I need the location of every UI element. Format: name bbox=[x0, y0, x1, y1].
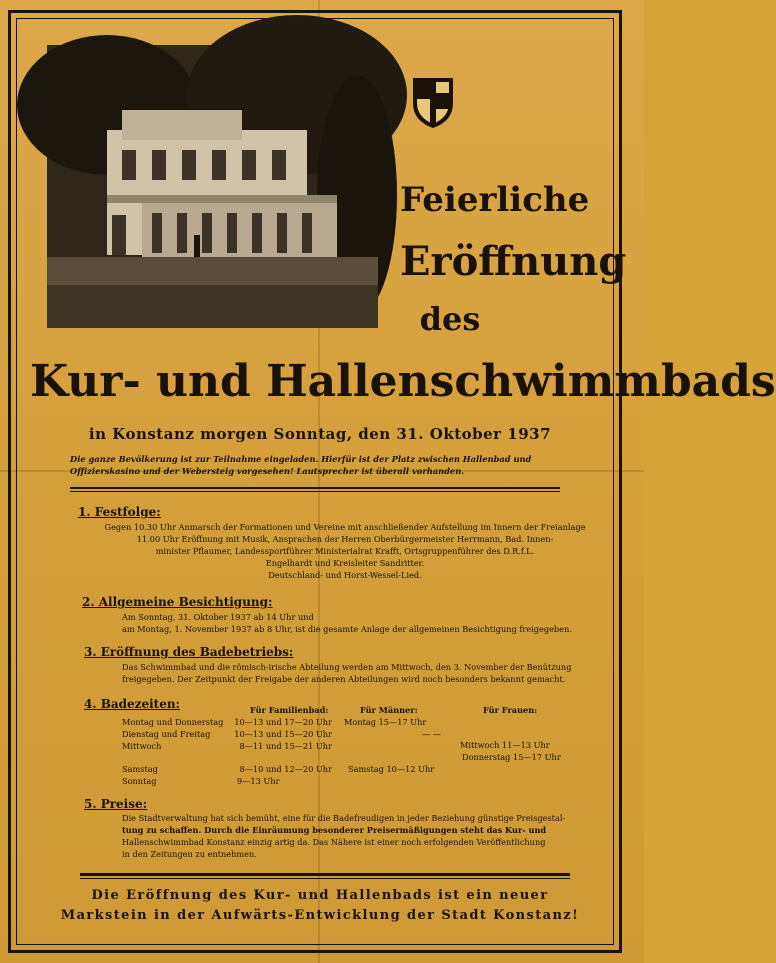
maenner-time: Montag 15—17 Uhr bbox=[344, 717, 427, 727]
familienbad-time: 10—13 und 15—20 Uhr bbox=[234, 729, 332, 739]
column-frauen: Für Frauen: bbox=[483, 705, 538, 715]
section-heading-festfolge: 1. Festfolge: bbox=[78, 505, 161, 519]
maenner-time: Samstag 10—12 Uhr bbox=[348, 764, 435, 774]
frauen-time: Mittwoch 11—13 Uhr bbox=[460, 740, 550, 750]
festfolge-line: minister Pflaumer, Landessportführer Ministerialrat Krafft, Ortsgruppenführer des D.R.f.L. bbox=[155, 546, 535, 556]
title-des: des bbox=[419, 300, 481, 338]
badezeit-day: Mittwoch bbox=[122, 741, 162, 751]
familienbad-time: 8—11 und 15—21 Uhr bbox=[239, 741, 332, 751]
preise-line: Die Stadtverwaltung hat sich bemüht, eine für die Badefreudigen in jeder Beziehung günstige Preisgestal- bbox=[122, 813, 566, 823]
badezeit-day: Sonntag bbox=[122, 776, 157, 786]
besichtigung-line: am Montag, 1. November 1937 ab 8 Uhr, ist die gesamte Anlage der allgemeinen Besichtigung freigegeben. bbox=[122, 624, 572, 634]
subtitle-date: in Konstanz morgen Sonntag, den 31. Oktober 1937 bbox=[88, 425, 552, 443]
familienbad-time: 8—10 und 12—20 Uhr bbox=[239, 764, 332, 774]
building-photo bbox=[47, 45, 378, 328]
badezeit-day: Samstag bbox=[122, 764, 158, 774]
frauen-time: Donnerstag 15—17 Uhr bbox=[462, 752, 561, 762]
festfolge-line: Deutschland- und Horst-Wessel-Lied. bbox=[268, 570, 422, 580]
divider-rule bbox=[70, 487, 560, 489]
footer-divider bbox=[80, 873, 570, 876]
badezeit-day: Dienstag und Freitag bbox=[122, 729, 211, 739]
badebetrieb-line: Das Schwimmbad und die römisch-irische Abteilung werden am Mittwoch, den 3. November der Benützung bbox=[122, 662, 572, 672]
coat-of-arms-emblem bbox=[410, 75, 456, 130]
preise-line: Hallenschwimmbad Konstanz einzig artig da. Das Nähere ist einer noch erfolgenden Veröffentlichung bbox=[122, 837, 546, 847]
section-heading-badebetrieb: 3. Eröffnung des Badebetriebs: bbox=[84, 645, 294, 659]
besichtigung-line: Am Sonntag, 31. Oktober 1937 ab 14 Uhr und bbox=[122, 612, 314, 622]
festfolge-line: Engelhardt und Kreisleiter Sandritter. bbox=[265, 558, 425, 568]
column-familienbad: Für Familienbad: bbox=[250, 705, 329, 715]
preise-line: tung zu schaffen. Durch die Einräumung besonderer Preisermäßigungen steht das Kur- und bbox=[122, 825, 547, 835]
section-heading-besichtigung: 2. Allgemeine Besichtigung: bbox=[82, 595, 273, 609]
footer-line-2: Markstein in der Aufwärts-Entwicklung der Stadt Konstanz! bbox=[60, 908, 580, 923]
section-heading-preise: 5. Preise: bbox=[84, 797, 148, 811]
section-heading-badezeiten: 4. Badezeiten: bbox=[84, 697, 180, 711]
footer-line-1: Die Eröffnung des Kur- und Hallenbads ist ein neuer bbox=[91, 888, 549, 903]
festfolge-line: 11.00 Uhr Eröffnung mit Musik, Ansprachen der Herren Oberbürgermeister Herrmann, Bad. Innen- bbox=[136, 534, 554, 544]
column-maenner: Für Männer: bbox=[360, 705, 418, 715]
familienbad-time: 10—13 und 17—20 Uhr bbox=[234, 717, 332, 727]
footer-divider-thin bbox=[80, 878, 570, 879]
divider-rule-thin bbox=[70, 491, 560, 492]
maenner-dash: — — bbox=[422, 729, 441, 739]
badezeit-day: Montag und Donnerstag bbox=[122, 717, 224, 727]
familienbad-time: 9—13 Uhr bbox=[237, 776, 280, 786]
title-eroeffnung: Eröffnung bbox=[400, 238, 627, 285]
main-title: Kur- und Hallenschwimmbads bbox=[30, 356, 776, 407]
intro-text: Die ganze Bevölkerung ist zur Teilnahme eingeladen. Hierfür ist der Platz zwischen Hallenbad und Offizierskasino und der Webersteig vorgesehen! Lautsprecher ist überall vorhanden. bbox=[70, 454, 532, 476]
badebetrieb-line: freigegeben. Der Zeitpunkt der Freigabe der anderen Abteilungen wird noch besonders bekannt gemacht. bbox=[122, 674, 566, 684]
footer-text bbox=[60, 886, 580, 926]
festfolge-line: Gegen 10.30 Uhr Anmarsch der Formationen und Vereine mit anschließender Aufstellung im Innern der Freianlage bbox=[104, 522, 586, 532]
title-feierliche: Feierliche bbox=[400, 180, 590, 220]
preise-line: in den Zeitungen zu entnehmen. bbox=[122, 849, 257, 859]
